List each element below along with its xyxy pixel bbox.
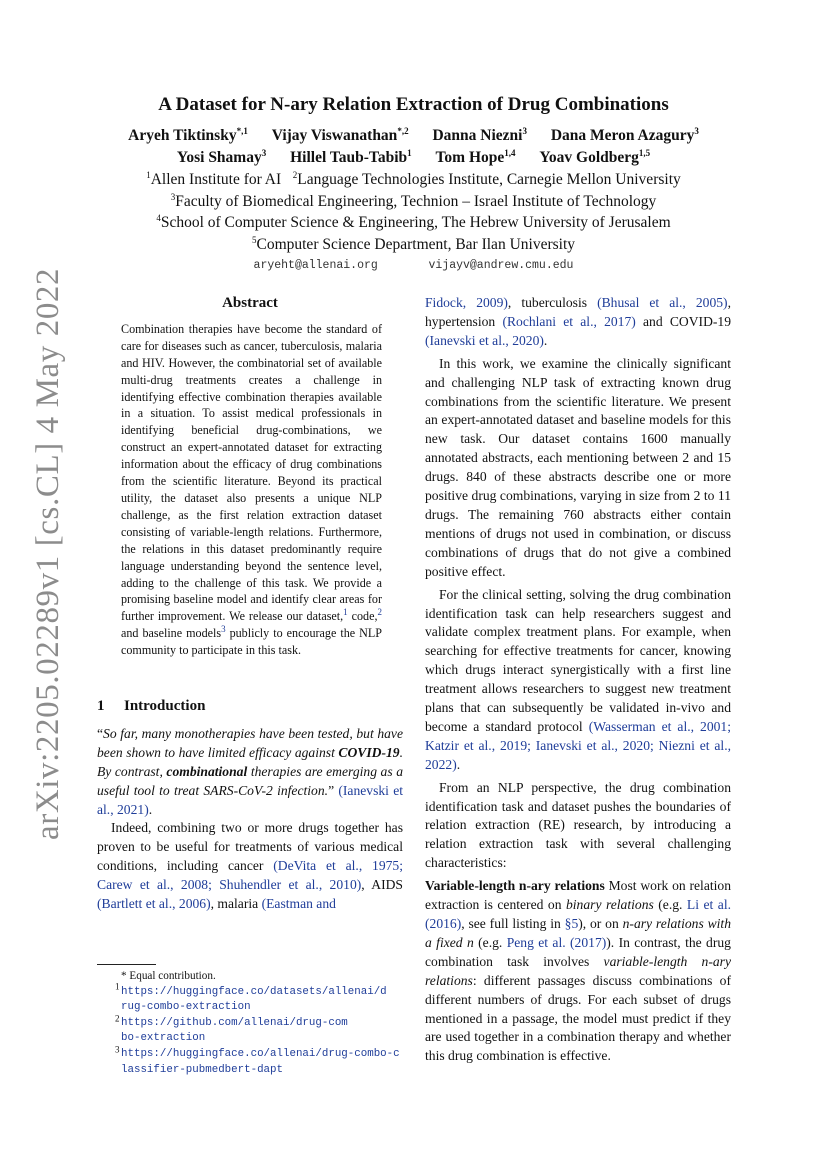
affiliation-line: $^1$Allen Institute for AI $^2$Language Technologies Institute, Carnegie Mellon University xyxy=(146,169,681,188)
footnote-3: 3 xyxy=(115,1044,120,1055)
citation-link[interactable]: (Eastman and xyxy=(261,896,336,912)
footnote-2: 2 xyxy=(115,1012,120,1023)
citation-link[interactable]: (Bhusal et al., 2005) xyxy=(597,295,728,310)
affiliations xyxy=(0,169,827,255)
citation-link[interactable]: (Ianevski et al., 2020) xyxy=(425,332,544,348)
footnote-equal: * Equal contribution. xyxy=(121,970,216,982)
footnote-1: 1 xyxy=(115,981,120,992)
author: Yoav Goldberg$^{1,5}$ xyxy=(539,147,651,166)
author-line-1 xyxy=(0,125,827,147)
author: Vijay Viswanathan$^{*,2}$ xyxy=(271,125,409,144)
citation-link[interactable]: (Rochlani et al., 2017) xyxy=(502,313,636,329)
abstract-body: Combination therapies have become the standard of care for diseases such as cancer, tuberculosis, malaria and HIV. However, the combinatorial set of available multi-drug treatments creates a challenge in identifying effective combination therapies available in a situation. To assist medical professionals in identifying beneficial drug-combinations, we construct an expert-annotated dataset for extracting information about the efficacy of drug combinations from the scientific literature. Beyond its practical utility, the dataset also presents a unique NLP challenge, as the first relation extraction dataset consisting of variable-length relations. Furthermore, the relations in this dataset predominantly require language understanding beyond the sentence level, adding to the challenge of this task. We provide a promising baseline model and identify clear areas for further improvement. We release our dataset,$^1$ code,$^2$ and baseline models$^3$ publicly to encourage the NLP community to participate in this task. xyxy=(121,321,382,658)
affiliation-line: $^4$School of Computer Science & Engineering, The Hebrew University of Jerusalem xyxy=(156,212,671,231)
footnotes xyxy=(97,964,403,1078)
arxiv-identifier-stamp xyxy=(12,150,68,850)
intro-paragraph: Indeed, combining two or more drugs together has proven to be useful for treatments of various medical conditions, including cancer (DeVita et al., 1975; Carew et al., 2008; Shuhendler et al., 2010), AIDS (Bartlett et al., 2006), malaria (Eastman and xyxy=(97,820,403,912)
section-ref-link[interactable]: §5 xyxy=(564,916,579,931)
footnote-rule xyxy=(97,964,156,965)
intro-quote: “So far, many monotherapies have been tested, but have been shown to have limited efficacy against COVID-19. By contrast, combinational therapies are emerging as a useful tool to treat SARS-CoV-2 infection.” (Ianevski et al., 2021). xyxy=(97,725,403,817)
affiliation-line: $^3$Faculty of Biomedical Engineering, Technion – Israel Institute of Technology xyxy=(170,191,657,210)
paper-title: A Dataset for N-ary Relation Extraction of Drug Combinations xyxy=(158,94,669,115)
footnote-ref[interactable]: 1 xyxy=(343,607,348,618)
author: Aryeh Tiktinsky$^{*,1}$ xyxy=(128,125,248,144)
email-link[interactable]: vijayv@andrew.cmu.edu xyxy=(428,259,574,272)
abstract-heading: Abstract xyxy=(222,295,278,311)
author-emails xyxy=(0,259,827,272)
citation-link[interactable]: (Wasserman et al., 2001; Katzir et al., 2019; Ianevski et al., 2020; Niezni et al., 2022) xyxy=(425,718,731,772)
right-column xyxy=(425,294,731,1066)
citation-link[interactable]: Peng et al. (2017) xyxy=(506,934,607,950)
citation-link[interactable]: (DeVita et al., 1975; Carew et al., 2008; Shuhendler et al., 2010) xyxy=(97,858,403,893)
affiliation-line: $^5$Computer Science Department, Bar Ilan University xyxy=(251,234,575,253)
author: Tom Hope$^{1,4}$ xyxy=(435,147,516,166)
citation-link[interactable]: Fidock, 2009) xyxy=(425,295,508,310)
footnote-1-url[interactable]: https://huggingface.co/datasets/allenai/drug-combo-extraction xyxy=(121,985,387,1014)
author: Dana Meron Azagury$^3$ xyxy=(550,125,699,144)
author: Danna Niezni$^3$ xyxy=(432,125,527,144)
footnote-2-url[interactable]: https://github.com/allenai/drug-combo-extraction xyxy=(121,1017,348,1045)
email-link[interactable]: aryeht@allenai.org xyxy=(253,259,378,272)
citation-link[interactable]: (Bartlett et al., 2006) xyxy=(97,896,211,912)
intro-paragraph-continued: Fidock, 2009), tuberculosis (Bhusal et al., 2005), hypertension (Rochlani et al., 2017) and COVID-19 (Ianevski et al., 2020). xyxy=(425,295,732,348)
intro-paragraph: For the clinical setting, solving the drug combination identification task can help researchers suggest and validate complex treatment plans. For example, when searching for effective treatments for cancer, knowing which drugs interact synergistically with a first line treatment allows researchers to suggest new treatment plans that can subsequently be validated in-vivo and become a standard protocol (Wasserman et al., 2001; Katzir et al., 2019; Ianevski et al., 2020; Niezni et al., 2022). xyxy=(425,586,731,772)
intro-paragraph: From an NLP perspective, the drug combination identification task and dataset pushes the boundaries of relation extraction (RE) research, by introducing a relation extraction task with several challenging characteristics: xyxy=(425,779,731,871)
section-heading-introduction: 1 Introduction xyxy=(97,698,206,715)
author-line-2 xyxy=(0,147,827,169)
intro-paragraph: In this work, we examine the clinically significant and challenging NLP task of extracting known drug combinations from the scientific literature. We present an expert-annotated dataset and baseline models for this new task. Our dataset contains 1600 manually annotated abstracts, each mentioning between 2 and 15 drugs. 840 of these abstracts describe one or more positive drug combinations, varying in size from 2 to 11 drugs. The remaining 760 abstracts either contain mentions of drugs not used in combination, or discuss combinations of drugs that do not give a combined positive effect. xyxy=(425,355,731,579)
arxiv-identifier-text: arXiv:2205.02289v1 [cs.CL] 4 May 2022 xyxy=(30,267,66,840)
footnote-ref[interactable]: 3 xyxy=(221,624,226,635)
left-column xyxy=(97,294,403,914)
citation-link[interactable]: (Ianevski et al., 2021) xyxy=(97,782,403,817)
paragraph-run-in-heading: Variable-length n-ary relations xyxy=(425,878,605,894)
footnote-3-url[interactable]: https://huggingface.co/allenai/drug-combo-classifier-pubmedbert-dapt xyxy=(121,1048,400,1076)
author: Yosi Shamay$^3$ xyxy=(176,147,267,166)
citation-link[interactable]: Li et al. (2016) xyxy=(425,897,731,931)
author: Hillel Taub-Tabib$^1$ xyxy=(290,147,412,166)
footnote-ref[interactable]: 2 xyxy=(377,607,382,618)
intro-paragraph-variable-length: Variable-length n-ary relations Most work on relation extraction is centered on binary relations (e.g. Li et al. (2016), see full listing in §5), or on n-ary relations with a fixed n (e.g. Peng et al. (2017)). In contrast, the drug combination task involves variable-length n-ary relations: different passages discuss combinations of different numbers of drugs. For each subset of drugs mentioned in a passage, the model must predict if they are used together in a combination therapy and whether this drug combination is effective. xyxy=(425,878,731,1064)
author-list xyxy=(0,125,827,169)
